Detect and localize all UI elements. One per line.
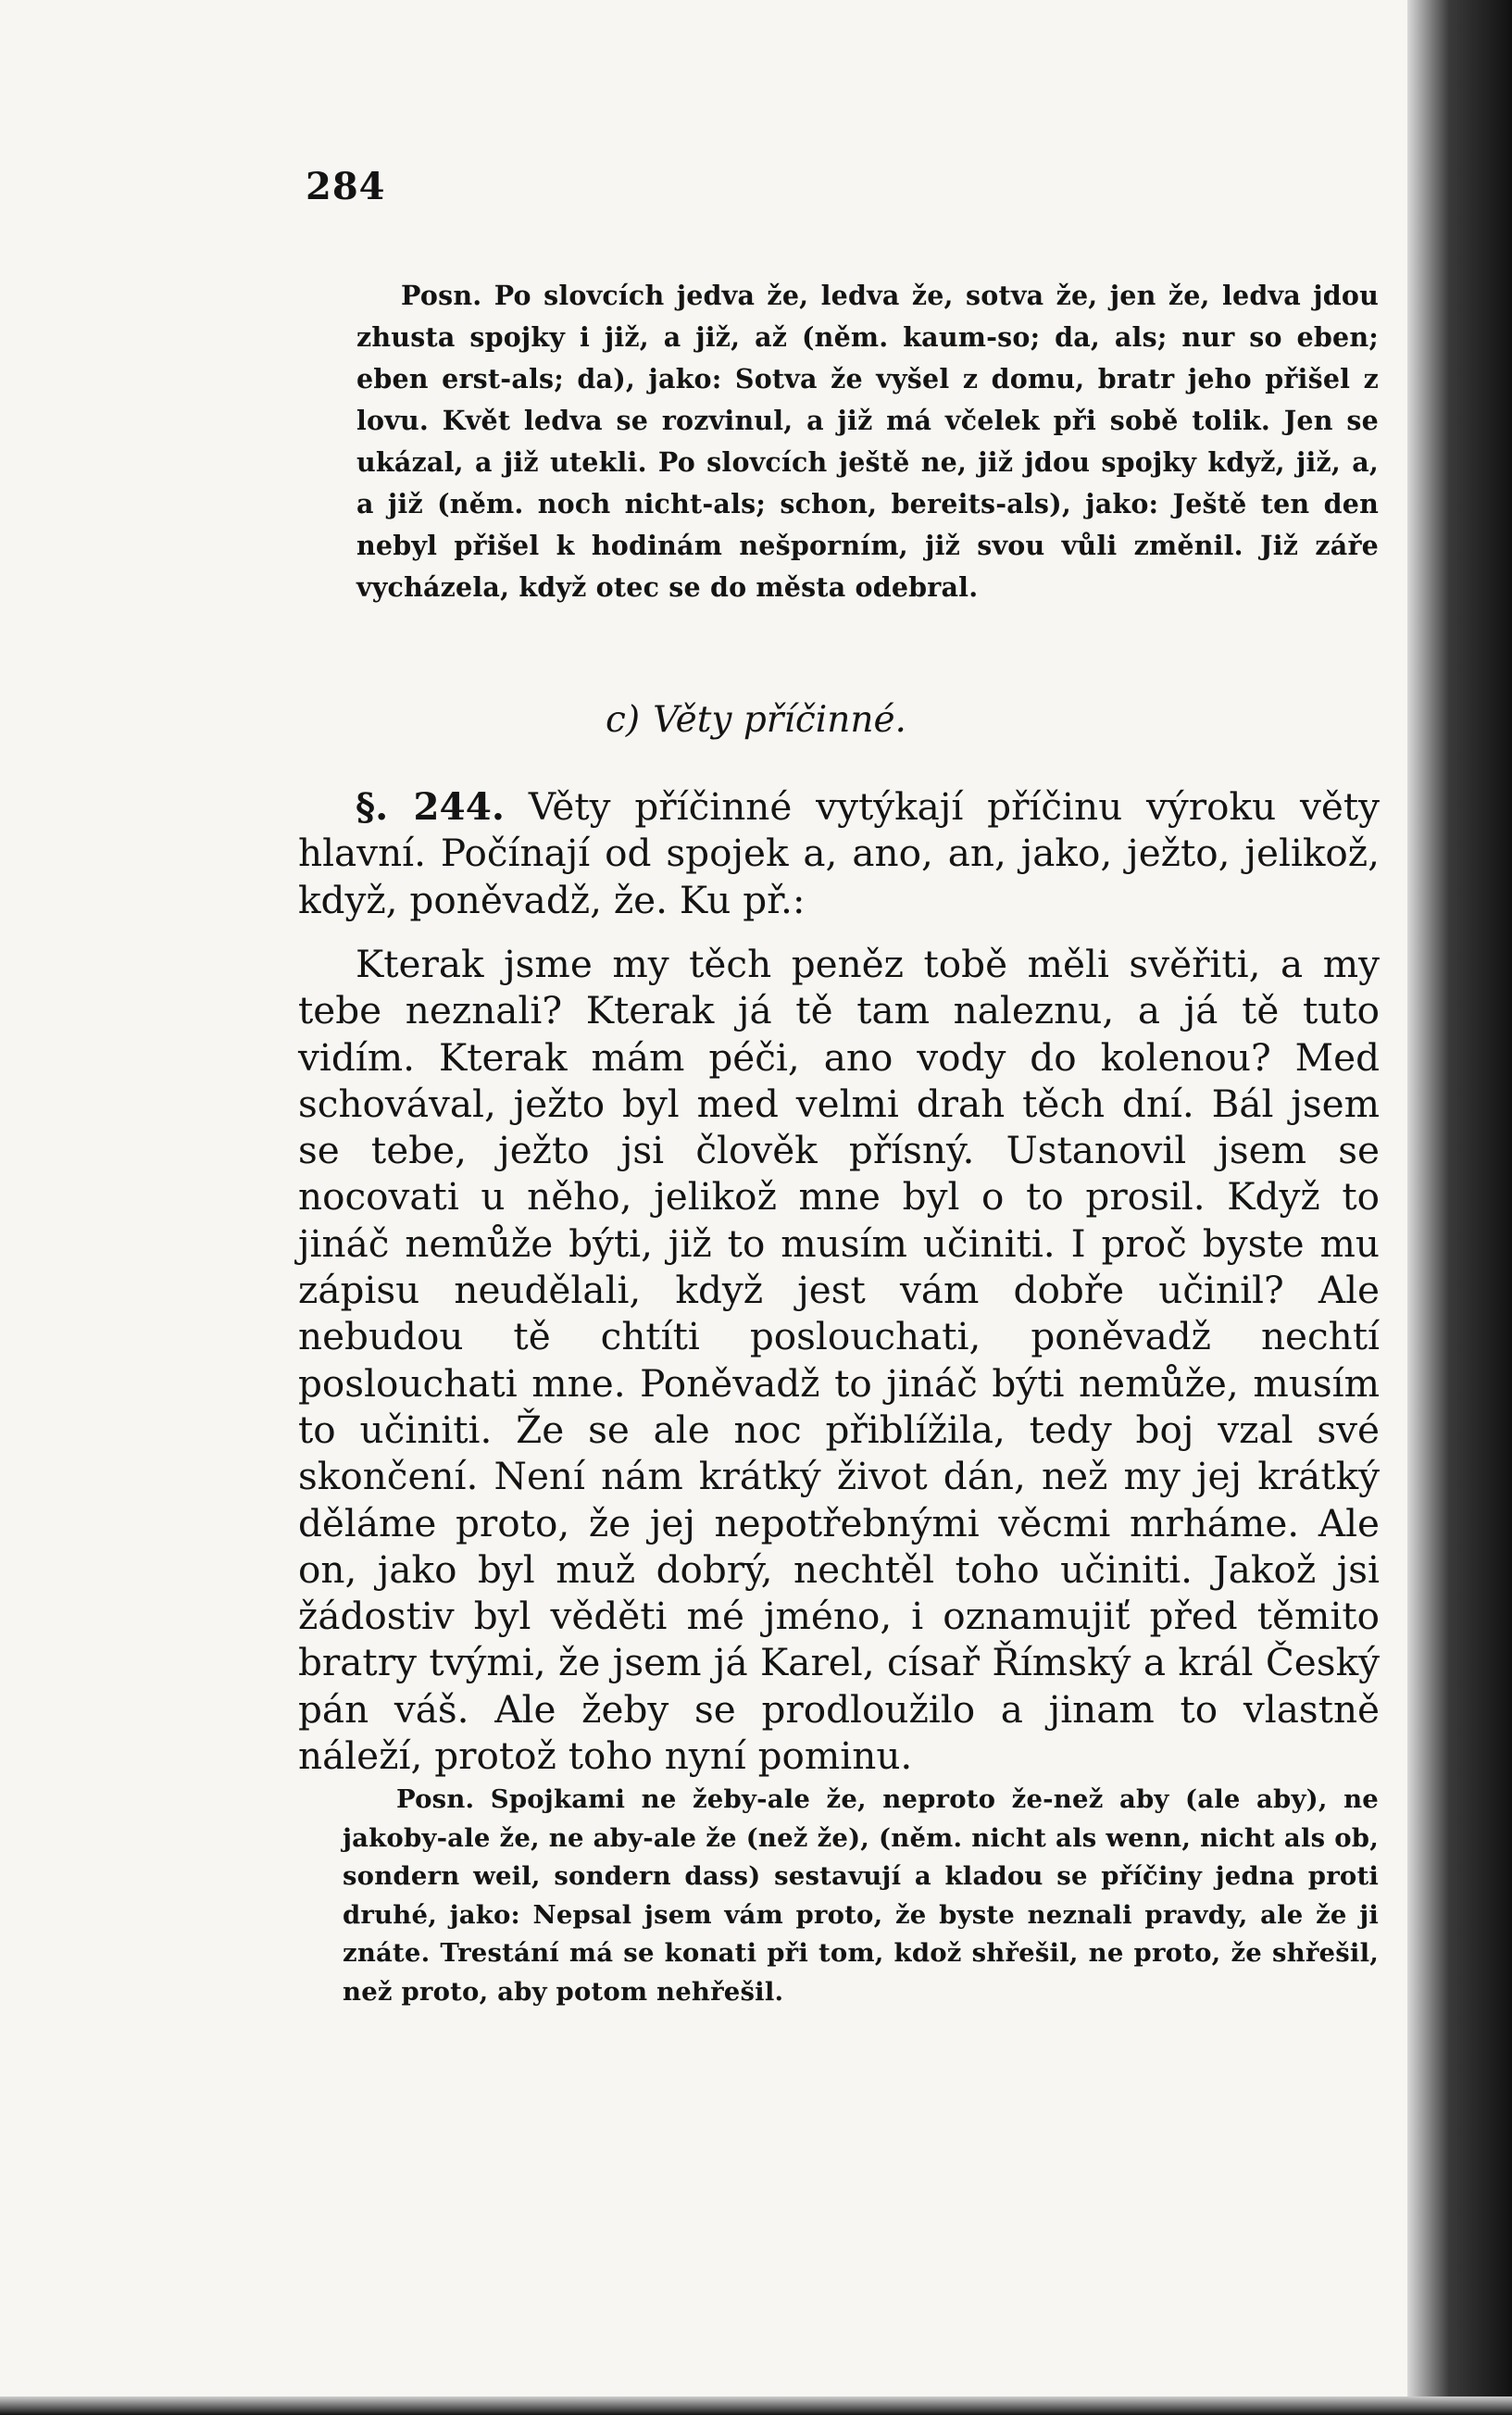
examples-paragraph: Kterak jsme my těch peněz tobě měli svěřiti, a my tebe neznali? Kterak já tě tam naleznu, a já tě tuto vidím. Kterak mám péči, ano vody do kolenou? Med schovával, ježto byl med velmi drah těch dní. Bál jsem se tebe, ježto jsi člověk přísný. Ustanovil jsem se nocovati u něho, jelikož mne byl o to prosil. Když to jináč nemůže býti, již to musím učiniti. I proč byste mu zápisu neudělali, když jest vám dobře učinil? Ale nebudou tě chtíti poslouchati, poněvadž nechtí poslouchati mne. Poněvadž to jináč býti nemůže, musím to učiniti. Že se ale noc přiblížila, tedy boj vzal své skončení. Není nám krátký život dán, než my jej krátký děláme proto, že jej nepotřebnými věcmi mrháme. Ale on, jako byl muž dobrý, nechtěl toho učiniti. Jakož jsi žádostiv byl věděti mé jméno, i oznamujiť před těmito bratry tvými, že jsem já Karel, císař Římský a král Český pán váš. Ale žeby se prodloužilo a jinam to vlastně náleží, protož toho nyní pominu.: [298, 942, 1380, 1779]
paragraph-244: [298, 783, 1380, 923]
note-bottom: Posn. Spojkami ne žeby-ale že, neproto že-než aby (ale aby), ne jakoby-ale že, ne aby-ale že (než že), (něm. nicht als wenn, nicht als ob, sondern weil, sondern dass) sestavují a kladou se příčiny jedna proti druhé, jako: Nepsal jsem vám proto, že byste neznali pravdy, ale že ji znáte. Trestání má se konati při tom, kdož shřešil, ne proto, že shřešil, než proto, aby potom nehřešil.: [343, 1784, 1379, 2007]
section-label: c): [606, 699, 641, 741]
section-heading: [0, 699, 1512, 741]
note-top: Posn. Po slovcích jedva že, ledva že, sotva že, jen že, ledva jdou zhusta spojky i již, a již, až (něm. kaum-so; da, als; nur so eben; eben erst-als; da), jako: Sotva že vyšel z domu, bratr jeho přišel z lovu. Květ ledva se rozvinul, a již má včelek při sobě tolik. Jen se ukázal, a již utekli. Po slovcích ještě ne, již jdou spojky když, již, a, a již (něm. noch nicht-als; schon, bereits-als), jako: Ještě ten den nebyl přišel k hodinám nešporním, již svou vůli změnil. Již záře vycházela, když otec se do města odebral.: [356, 280, 1379, 603]
page-number: 284: [306, 165, 386, 208]
paragraph-number: §. 244.: [356, 784, 505, 829]
paragraph-text: Věty příčinné vytýkají příčinu výroku věty hlavní. Počínají od spojek a, ano, an, jako, ježto, jelikož, když, poněvadž, že. Ku př.:: [298, 784, 1380, 922]
section-title: Věty příčinné.: [653, 699, 906, 741]
